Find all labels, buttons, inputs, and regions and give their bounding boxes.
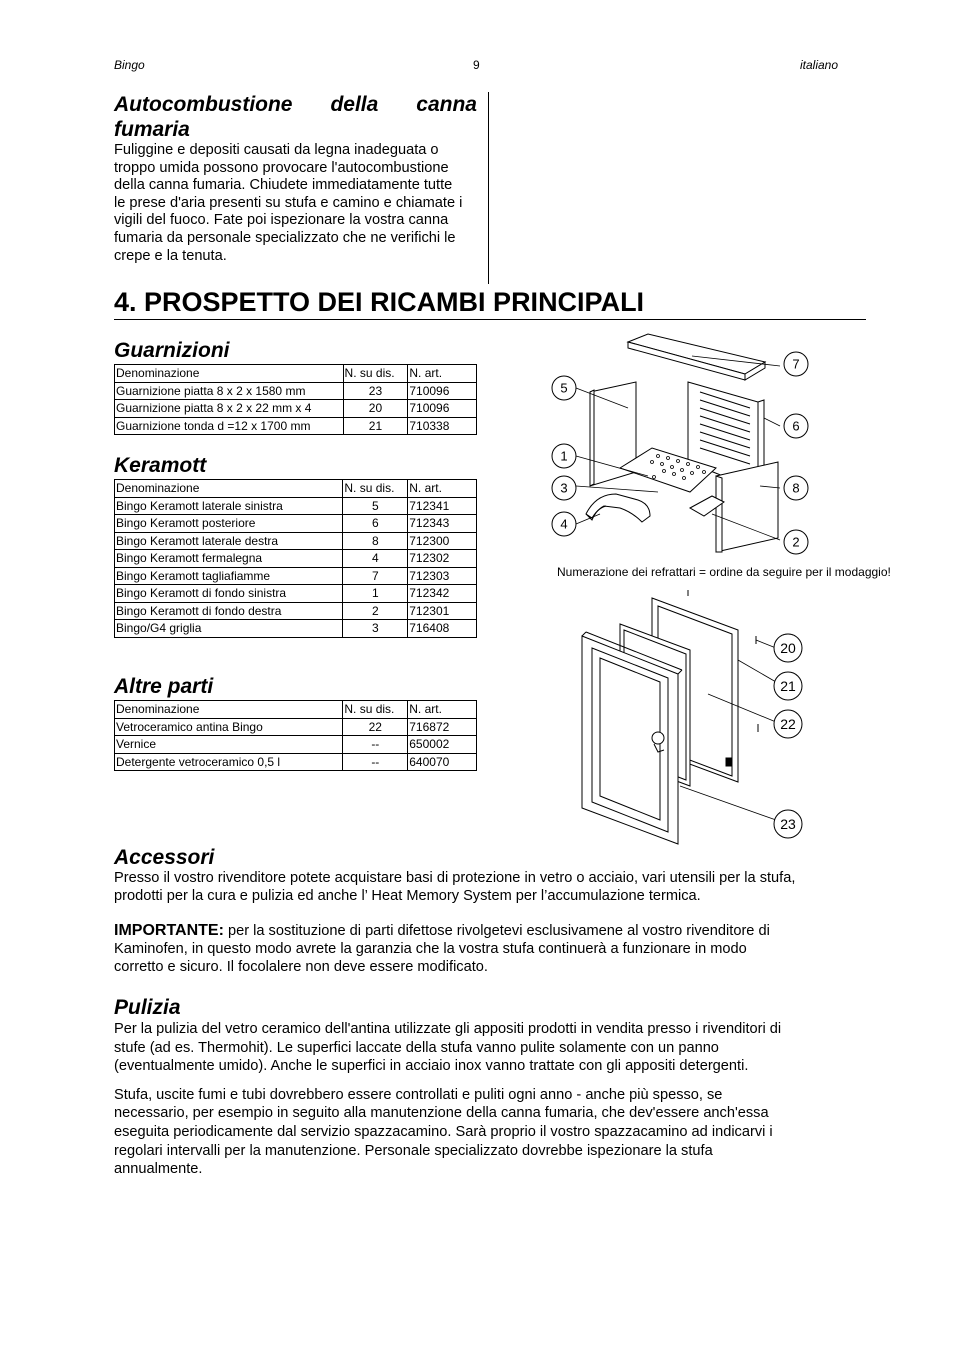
accessori-title: Accessori	[114, 846, 215, 869]
table-row: Bingo Keramott tagliafiamme 7 712303	[115, 567, 477, 585]
altre-parti-table	[114, 700, 477, 771]
diagram2-callout-23: 23	[780, 816, 796, 832]
guarnizioni-table	[114, 364, 477, 435]
guarnizioni-title: Guarnizioni	[114, 339, 230, 362]
table-row: Detergente vetroceramico 0,5 l -- 640070	[115, 753, 477, 771]
diagram2-callout-22: 22	[780, 716, 796, 732]
pulizia-title: Pulizia	[114, 996, 181, 1019]
header-left: Bingo	[114, 58, 145, 72]
diagram1-callout-1: 1	[560, 448, 568, 464]
autocombustione-section	[114, 92, 477, 265]
table-row: Guarnizione tonda d =12 x 1700 mm 21 710338	[115, 417, 477, 435]
table-row: Guarnizione piatta 8 x 2 x 1580 mm 23 710096	[115, 382, 477, 400]
page-number: 9	[473, 58, 480, 72]
table-row: Bingo Keramott laterale destra 8 712300	[115, 532, 477, 550]
importante-label: IMPORTANTE:	[114, 922, 224, 939]
table-row: Bingo Keramott posteriore 6 712343	[115, 515, 477, 533]
table-row: Bingo Keramott laterale sinistra 5 712341	[115, 497, 477, 515]
table-header-row: Denominazione N. su dis. N. art.	[115, 701, 477, 719]
accessori-section	[114, 845, 874, 905]
chapter-title: 4. PROSPETTO DEI RICAMBI PRINCIPALI	[114, 286, 866, 320]
diagram1-callout-5: 5	[560, 380, 568, 396]
importante-line2: Kaminofen, in questo modo avrete la garanzia che la vostra stufa continuerà a funzionare in modo	[114, 941, 747, 957]
table-row: Bingo Keramott di fondo sinistra 1 712342	[115, 585, 477, 603]
diagram1-callout-4: 4	[560, 516, 568, 532]
table-header-row: Denominazione N. su dis. N. art.	[115, 365, 477, 383]
diagram1-caption: Numerazione dei refrattari = ordine da seguire per il modaggio!	[557, 565, 891, 579]
importante-line1: per la sostituzione di parti difettose rivolgetevi esclusivamene al vostro rivenditore di	[223, 923, 770, 939]
refractory-exploded-diagram	[540, 330, 840, 560]
guarnizioni-section	[114, 338, 477, 435]
table-row: Guarnizione piatta 8 x 2 x 22 mm x 4 20 710096	[115, 400, 477, 418]
table-row: Vetroceramico antina Bingo 22 716872	[115, 718, 477, 736]
accessori-text: Presso il vostro rivenditore potete acquistare basi di protezione in vetro o acciaio, vari utensili per la stufa, prodotti per la cura e pulizia ed anche l’ Heat Memory System per l’accumulazione termica.	[114, 870, 796, 904]
diagram2-callout-20: 20	[780, 640, 796, 656]
refractory-part-4-drawing	[586, 494, 650, 522]
door-frame-drawing	[582, 632, 682, 844]
door-exploded-diagram	[570, 590, 820, 845]
pulizia-paragraph-1: Per la pulizia del vetro ceramico dell'antina utilizzate gli appositi prodotti in vendita presso i rivenditori di stufe (ad es. Thermohit). Le superfici laccate della stufa vanno pulite solamente con un panno (eventualmente umido). Anche le superfici in acciaio inox vanno trattate con gli appositi detergenti.	[114, 1021, 782, 1075]
diagram1-callout-7: 7	[792, 356, 800, 372]
diagram1-callout-3: 3	[560, 480, 568, 496]
diagram1-callout-2: 2	[792, 534, 800, 550]
autocombustione-text: Fuliggine e depositi causati da legna inadeguata o troppo umida possono provocare l'autocombustione della canna fumaria. Chiudete immediatamente tutte le prese d'aria presenti su stufa e camino e chiamate i vigili del fuoco. Fate poi ispezionare la vostra canna fumaria da personale specializzato che ne verifichi le crepe e la tenuta.	[114, 142, 463, 264]
keramott-section	[114, 453, 477, 638]
table-header-row: Denominazione N. su dis. N. art.	[115, 480, 477, 498]
pulizia-section	[114, 995, 874, 1179]
keramott-table	[114, 479, 477, 638]
column-divider	[488, 92, 489, 284]
table-row: Bingo Keramott fermalegna 4 712302	[115, 550, 477, 568]
diagram1-callout-6: 6	[792, 418, 800, 434]
importante-block	[114, 922, 874, 976]
keramott-title: Keramott	[114, 454, 207, 477]
altre-parti-section	[114, 674, 477, 771]
diagram1-callout-8: 8	[792, 480, 800, 496]
altre-parti-title: Altre parti	[114, 675, 214, 698]
refractory-part-8-drawing	[716, 462, 778, 552]
refractory-part-7-drawing	[628, 334, 765, 380]
diagram2-callout-21: 21	[780, 678, 796, 694]
table-row: Bingo/G4 griglia 3 716408	[115, 620, 477, 638]
table-row: Vernice -- 650002	[115, 736, 477, 754]
autocombustione-title: Autocombustione della canna fumaria	[114, 93, 477, 141]
pulizia-paragraph-2: Stufa, uscite fumi e tubi dovrebbero essere controllati e puliti ogni anno - anche più spesso, se necessario, per esempio in seguito alla manutenzione della canna fumaria, che dev'essere anch'essa eseguita periodicamente dal servizio spazzacamino. Sarà proprio il vostro spazzacamino ad indicarvi i regolari intervalli per la manutenzione. Personale specializzato dovrebbe ispezionare la stufa annualmente.	[114, 1086, 773, 1178]
table-row: Bingo Keramott di fondo destra 2 712301	[115, 602, 477, 620]
header-right: italiano	[800, 58, 839, 72]
importante-line3: corretto e sicuro. Il focolalere non deve essere modificato.	[114, 959, 488, 975]
